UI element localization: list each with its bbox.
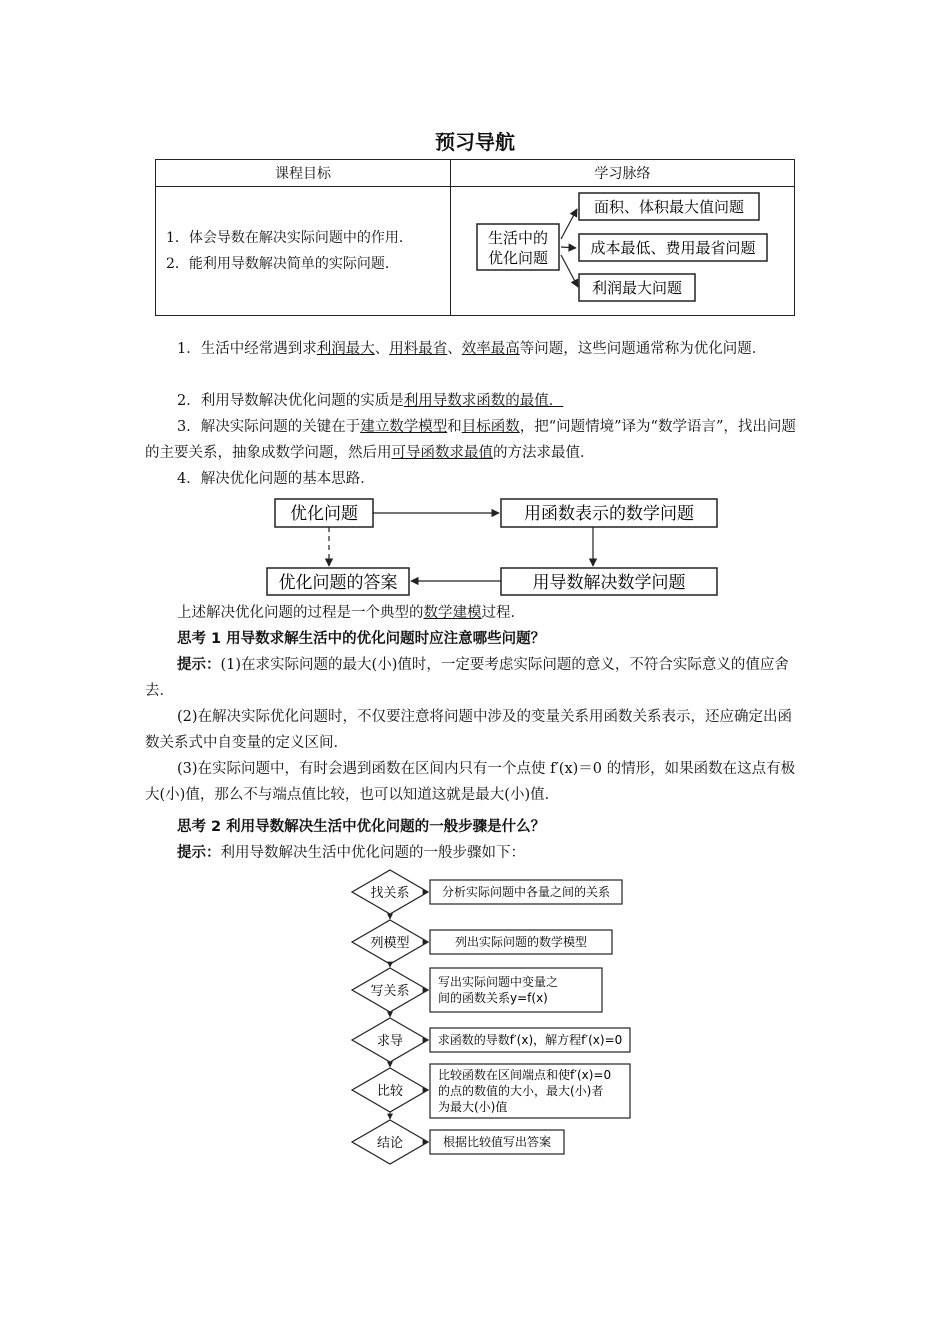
flow-box-1-label: 优化问题 (290, 504, 358, 524)
page-title: 预习导航 (435, 130, 515, 154)
hint-4: 提示：利用导数解决生活中优化问题的一般步骤如下： (177, 845, 525, 861)
flow-box-3-label: 优化问题的答案 (278, 573, 398, 593)
goals-table (155, 159, 795, 316)
knowledge-map (451, 191, 794, 311)
goals-cell (156, 187, 451, 316)
step-desc-line: 的点的数值的大小，最大(小)者 (438, 1084, 604, 1098)
col-header-map: 学习脉络 (451, 160, 795, 187)
col-header-goals: 课程目标 (156, 160, 451, 187)
steps-flowchart (350, 868, 640, 1168)
step-name: 结论 (376, 1136, 404, 1151)
step-desc-line: 间的函数关系y=f(x) (438, 991, 548, 1005)
step-desc-line: 为最大(小)值 (438, 1100, 508, 1114)
flow-diagram-basic (265, 496, 725, 598)
step-desc-line: 写出实际问题中变量之 (438, 975, 559, 989)
map-cell (451, 187, 795, 316)
question-2: 思考 2 利用导数解决生活中优化问题的一般步骤是什么？ (177, 819, 546, 835)
map-center-line1: 生活中的 (487, 229, 549, 247)
paragraph-2: 2．利用导数解决优化问题的实质是利用导数求函数的最值． (177, 393, 564, 409)
paragraph-4: 4．解决优化问题的基本思路． (177, 471, 375, 487)
paragraph-5: 上述解决优化问题的过程是一个典型的数学建模过程． (177, 605, 525, 621)
hint-2: (2)在解决实际优化问题时，不仅要注意将问题中涉及的变量关系用函数关系表示，还应确定出函数关系式中自变量的定义区间． (145, 709, 793, 751)
flow-box-4-label: 用导数解决数学问题 (532, 573, 686, 593)
map-center-line2: 优化问题 (487, 249, 549, 267)
map-item-3: 利润最大问题 (591, 279, 683, 297)
step-desc-line: 比较函数在区间端点和使f′(x)=0 (438, 1068, 612, 1082)
step-desc-line: 根据比较值写出答案 (442, 1135, 552, 1149)
paragraph-1: 1．生活中经常遇到求利润最大、用料最省、效率最高等问题，这些问题通常称为优化问题． (177, 341, 767, 357)
flow-box-2-label: 用函数表示的数学问题 (524, 504, 694, 524)
paragraph-3: 3．解决实际问题的关键在于建立数学模型和目标函数，把“问题情境”译为“数学语言”，找出问题的主要关系，抽象成数学问题，然后用可导函数求最值的方法求最值． (145, 419, 796, 461)
step-name: 找关系 (370, 886, 410, 901)
step-desc-line: 分析实际问题中各量之间的关系 (441, 885, 611, 899)
step-name: 求导 (376, 1034, 404, 1049)
map-item-2: 成本最低、费用最省问题 (590, 239, 756, 257)
question-1: 思考 1 用导数求解生活中的优化问题时应注意哪些问题？ (177, 631, 546, 647)
step-name: 列模型 (370, 936, 410, 951)
map-item-1: 面积、体积最大值问题 (593, 198, 745, 216)
hint-1: 提示：(1)在求实际问题的最大(小)值时，一定要考虑实际问题的意义，不符合实际意义的值应舍去． (145, 657, 789, 699)
hint-3: (3)在实际问题中，有时会遇到函数在区间内只有一个点使 f′(x)＝0 的情形，如果函数在这点有极大(小)值，那么不与端点值比较，也可以知道这就是最大(小)值． (145, 761, 796, 803)
map-arrow-3 (561, 255, 578, 287)
map-arrow-1 (561, 209, 577, 239)
step-desc-line: 列出实际问题的数学模型 (454, 935, 588, 949)
step-name: 比较 (376, 1084, 404, 1099)
step-desc-line: 求函数的导数f′(x)，解方程f′(x)=0 (437, 1033, 623, 1047)
goal-1: 1．体会导数在解决实际问题中的作用． (166, 230, 413, 246)
map-arrow-2 (561, 247, 576, 248)
step-name: 写关系 (370, 984, 410, 999)
goal-2: 2．能利用导数解决简单的实际问题． (166, 256, 399, 272)
